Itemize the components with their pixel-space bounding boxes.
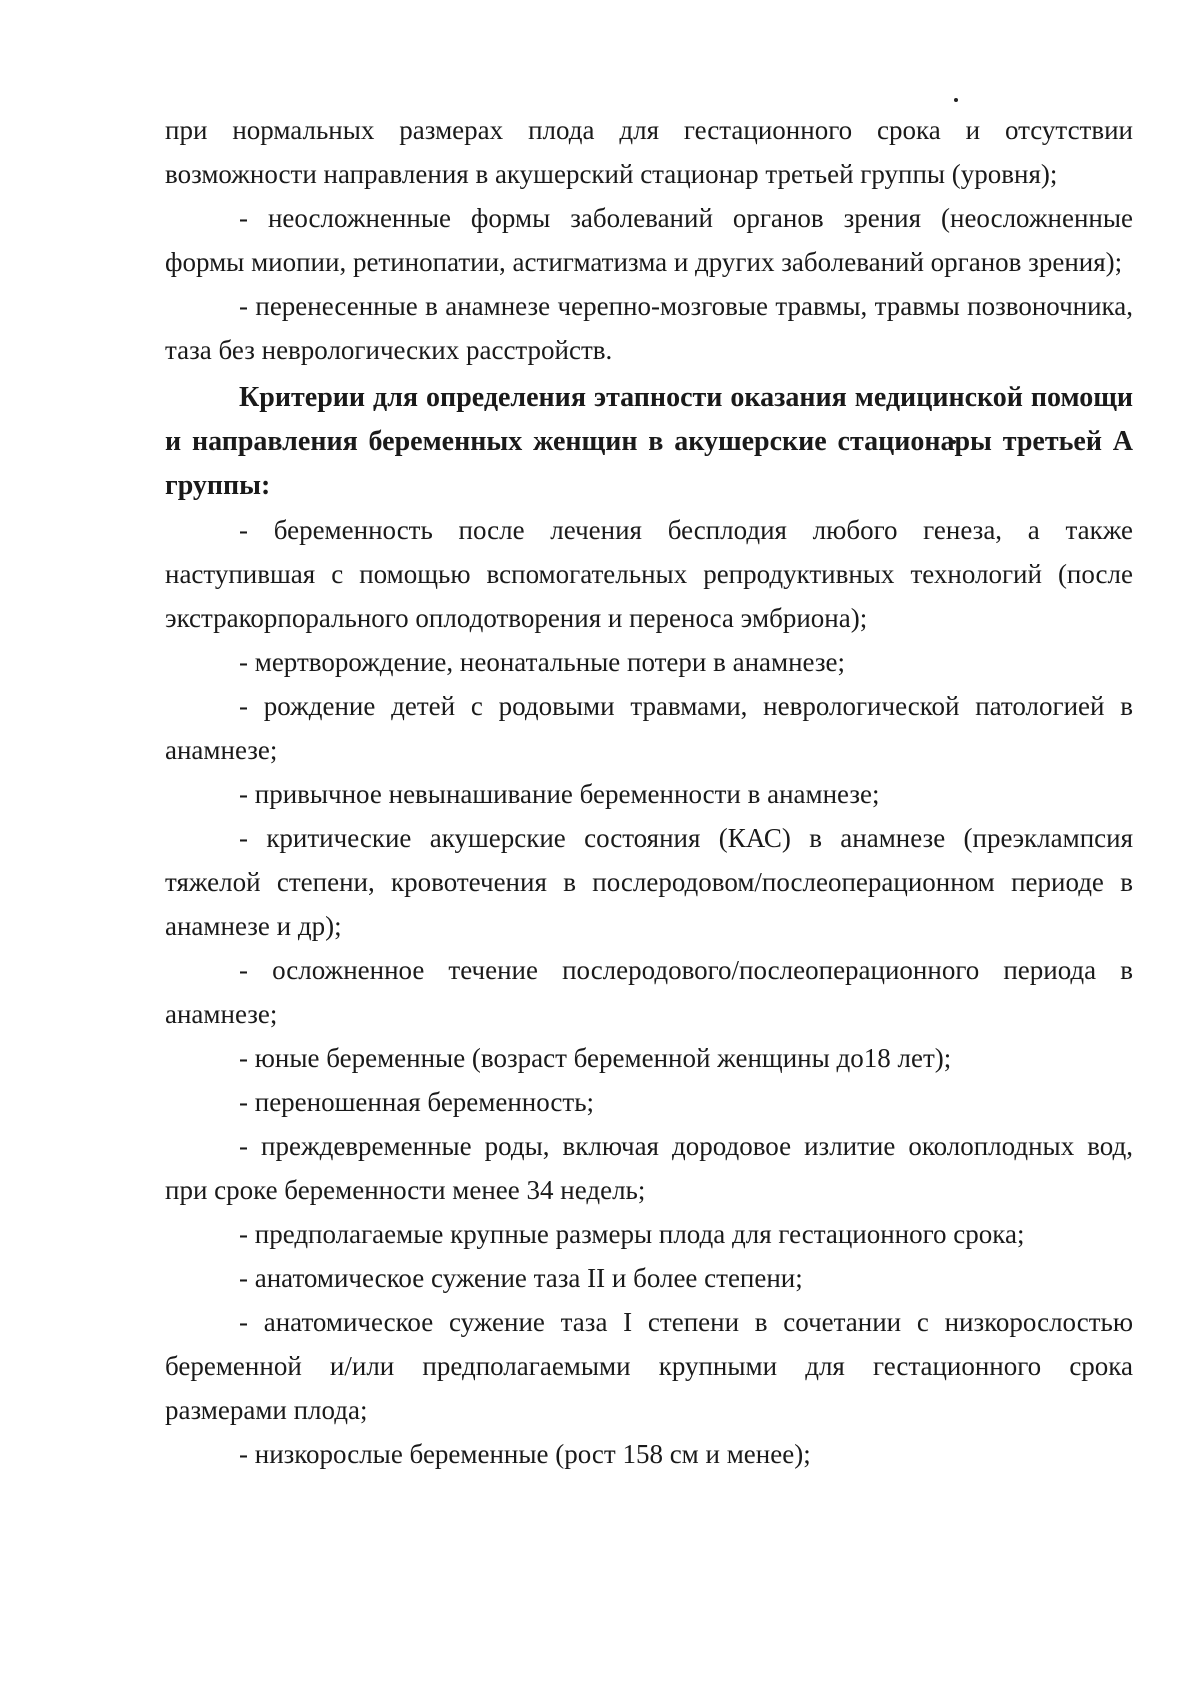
list-item: - неосложненные формы заболеваний органов зрения (неосложненные формы миопии, ретинопатии, астигматизма и других заболеваний органов зрения); — [165, 203, 1133, 277]
list-item: - анатомическое сужение таза II и более степени; — [239, 1263, 803, 1293]
list-item: - рождение детей с родовыми травмами, неврологической патологией в анамнезе; — [165, 691, 1133, 765]
section-heading: Критерии для определения этапности оказания медицинской помощи и направления беременных женщин в акушерские стационары третьей А группы: — [165, 382, 1133, 501]
list-item: - привычное невынашивание беременности в анамнезе; — [239, 779, 880, 809]
list-item: - анатомическое сужение таза I степени в сочетании с низкорослостью беременной и/или предполагаемыми крупными для гестационного срока размерами плода; — [165, 1307, 1133, 1425]
list-item: - преждевременные роды, включая дородовое излитие околоплодных вод, при сроке беременности менее 34 недель; — [165, 1131, 1133, 1205]
document-body — [165, 108, 1133, 1476]
list-item: - предполагаемые крупные размеры плода для гестационного срока; — [239, 1219, 1025, 1249]
list-item: - осложненное течение послеродового/послеоперационного периода в анамнезе; — [165, 955, 1133, 1029]
list-item: - критические акушерские состояния (КАС) в анамнезе (преэклампсия тяжелой степени, кровотечения в послеродовом/послеоперационном периоде в анамнезе и др); — [165, 823, 1133, 941]
paragraph-continuation: при нормальных размерах плода для гестационного срока и отсутствии возможности направления в акушерский стационар третьей группы (уровня); — [165, 115, 1133, 189]
list-item: - перенесенные в анамнезе черепно-мозговые травмы, травмы позвоночника, таза без неврологических расстройств. — [165, 291, 1133, 365]
list-item: - низкорослые беременные (рост 158 см и менее); — [239, 1439, 811, 1469]
list-item: - беременность после лечения бесплодия любого генеза, а также наступившая с помощью вспомогательных репродуктивных технологий (после экстракорпорального оплодотворения и переноса эмбриона); — [165, 515, 1133, 633]
list-item: - юные беременные (возраст беременной женщины до18 лет); — [239, 1043, 952, 1073]
list-item: - мертворождение, неонатальные потери в анамнезе; — [239, 647, 846, 677]
list-item: - переношенная беременность; — [239, 1087, 595, 1117]
scan-speck — [954, 98, 958, 102]
